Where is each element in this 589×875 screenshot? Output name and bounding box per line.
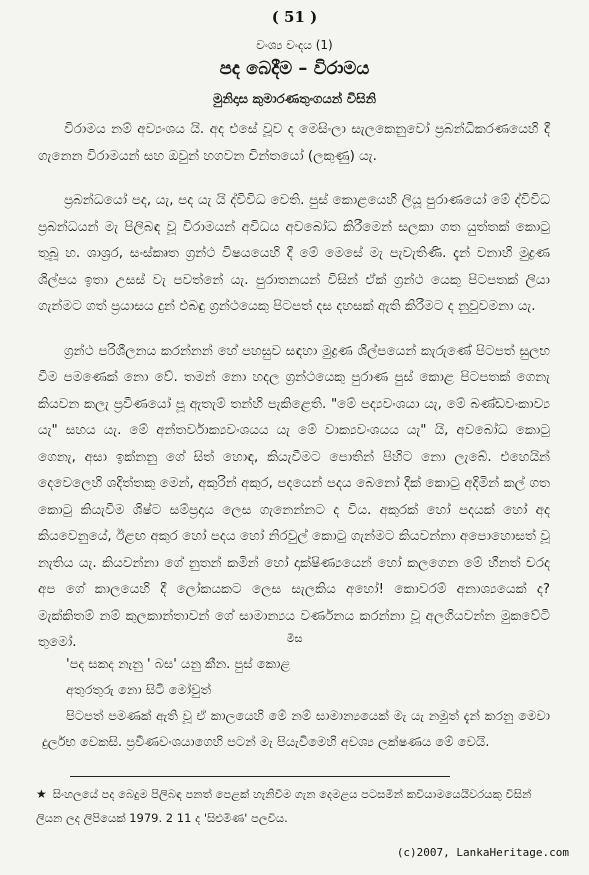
footnote-divider [70,776,450,777]
footnote-text: සිංහලයේ පද බෙදුම පිලිබඳ පනත් පෙළක් හැනිවීම ගැන දෙමළය පටසමින් කවියාමයෙයිවරයකු විසින් ලියන ලද ලිපියෙක් 1979. 2 11 ද 'සිළුමිණ' පලවිය. [36,787,532,825]
star-icon: ★ [36,787,47,801]
poem-line-3: පිටපත් පමණක් ඇති වූ ඒ කාලයෙහි මේ නම් සාමාන්‍යයෙක් මැ යැ නමුත් දැන් කරනු මෙවා දුර්ලභ වෙකසි. ප්‍රවීණවංශයාගෙහි පටන් මැ පියැවිමෙහි අවශ්‍ය ලක්ෂණය මේ වෙයි. [42,709,550,750]
page-number: ( 51 ) [271,8,318,26]
paragraph-3: ග්‍රන්ථ පරිශීලනය කරන්නන් හේ පහසුව සඳහා මුද්‍රණ ශිල්පයෙන් කැරුණේ පිටපත් සුලභ වීම පමණෙක් නො වේ. තමන් නො හදල ග්‍රන්ථයෙකු පුරාණ පුස් කොළ පිටපතක් ගෙනැ කියවන කලැ ප්‍රවීණයෝ පූ ඇතැම් තන්හි පැකිළෙති. "මේ පද්‍යවංශයා යැ, මේ බණ්ඩවංකාව්‍ය යැ" සහය යැ. මේ අන්තර්වාක්‍යවංශයය යැ මේ වාක්‍යවංශයය යැ" යි, අවබෝධ කොටු ගෙනැ, අසා ඉක්නනු ගේ සිත් හොඳ, කියැවීමට පොතින් පිහිට නො ලැබේ. එහෙයින් දෙවෙලෙහි ශදිත්තකු මෙන්, අකුරින් අකුර, පදයෙන් පදය බෙනෝ දීක් කොටු අදිමින් කල් ගත කොටු කියැවීම ශිෂ්ට සම්ප්‍රදාය ලෙස ගැනෙන්නට ද විය. අකුරක් හෝ පදයක් හෝ අද කියවෙනුයේ, ඊළඟ අකුර හෝ පදය හෝ නිරවුල් කොටු ගැන්මට කියවන්නා අපොහොසත් වූ නැතිය යැ. කියවන්නා ගේ නුතන් කමින් හෝ දාක්ෂිණ්‍යයෙන් හෝ කලගෙන මේ හීනත් චරද අප ගේ කාලයෙහි දී ලෝකයකට ලෙස සැලකිය අහෝ! කොවරම් අනාශ්‍යයෙක් ද? මැක්කිතම් නම් කුලකාන්තාවන් ගේ සාමාන්‍යය වර්ණනය කරන්නා වූ අලගියවන්න මුකවේටි තුමෝ. [38,342,550,650]
poem-line-2: අතුරතුරු නො සිටි මෝවුත් [66,683,211,698]
poem-subheading: මිස [286,632,303,645]
author-line: මුනිදාස කුමාරණතුංගයන් විසිනි [212,92,376,107]
copyright-notice: (c)2007, LankaHeritage.com [396,846,569,859]
article-body [38,116,550,674]
paragraph-1: විරාමය නම් අව්‍යංශය යි. අද එසේ වූව ද මෙසිංලා සැලකෙනුවෝ ප්‍රබන්ධිකරණයෙහි දී ගැනෙන විරාමයන් සහ ඔවුන් හගවන චින්තයෝ (ලකුණු) යැ. [38,121,550,164]
series-heading: වංශ්‍ය වංදය (1) [256,38,333,52]
paragraph-2: ප්‍රබන්ධයෝ පද, යැ, පද යැ යි ද්විවිධ වෙති. පුස් කොළයෙහි ලියූ පුරාණයෝ මේ ද්විවිධ ප්‍රබන්ධයන් මැ පිලිබඳ වූ විරාමයන් අවිධය අවබෝධ කිරීමෙන් සලකා ගත යුත්තක් කොටු තුබූ හ. ශාශ්‍රර, සංස්කෘත ග්‍රන්ථ විෂයයෙහි දී මේ මෙසේ මැ පැවැතිණි. දැන් වනාහි මුද්‍රණ ශිල්පය ඉතා උසස් වැ පවත්නේ යැ. පුරාතනයන් විසින් ඒක් ග්‍රන්ථ යෙකු පිටපතක් ලියා ගැන්මට ගත් ප්‍රයාසය දුන් ඵබඳු ග්‍රන්ථයෙකු පිටපත් දස දහසක් ඇති කිරීමට ද නුවුවමනා යැ. [38,192,550,314]
article-title: පද බෙදීම – විරාමය [219,58,370,79]
poem-block [42,652,550,756]
poem-line-1: 'පද සකද නැනු ' බස' යනු කීන. පුස් කොළ [66,657,291,672]
footnote [36,782,548,830]
